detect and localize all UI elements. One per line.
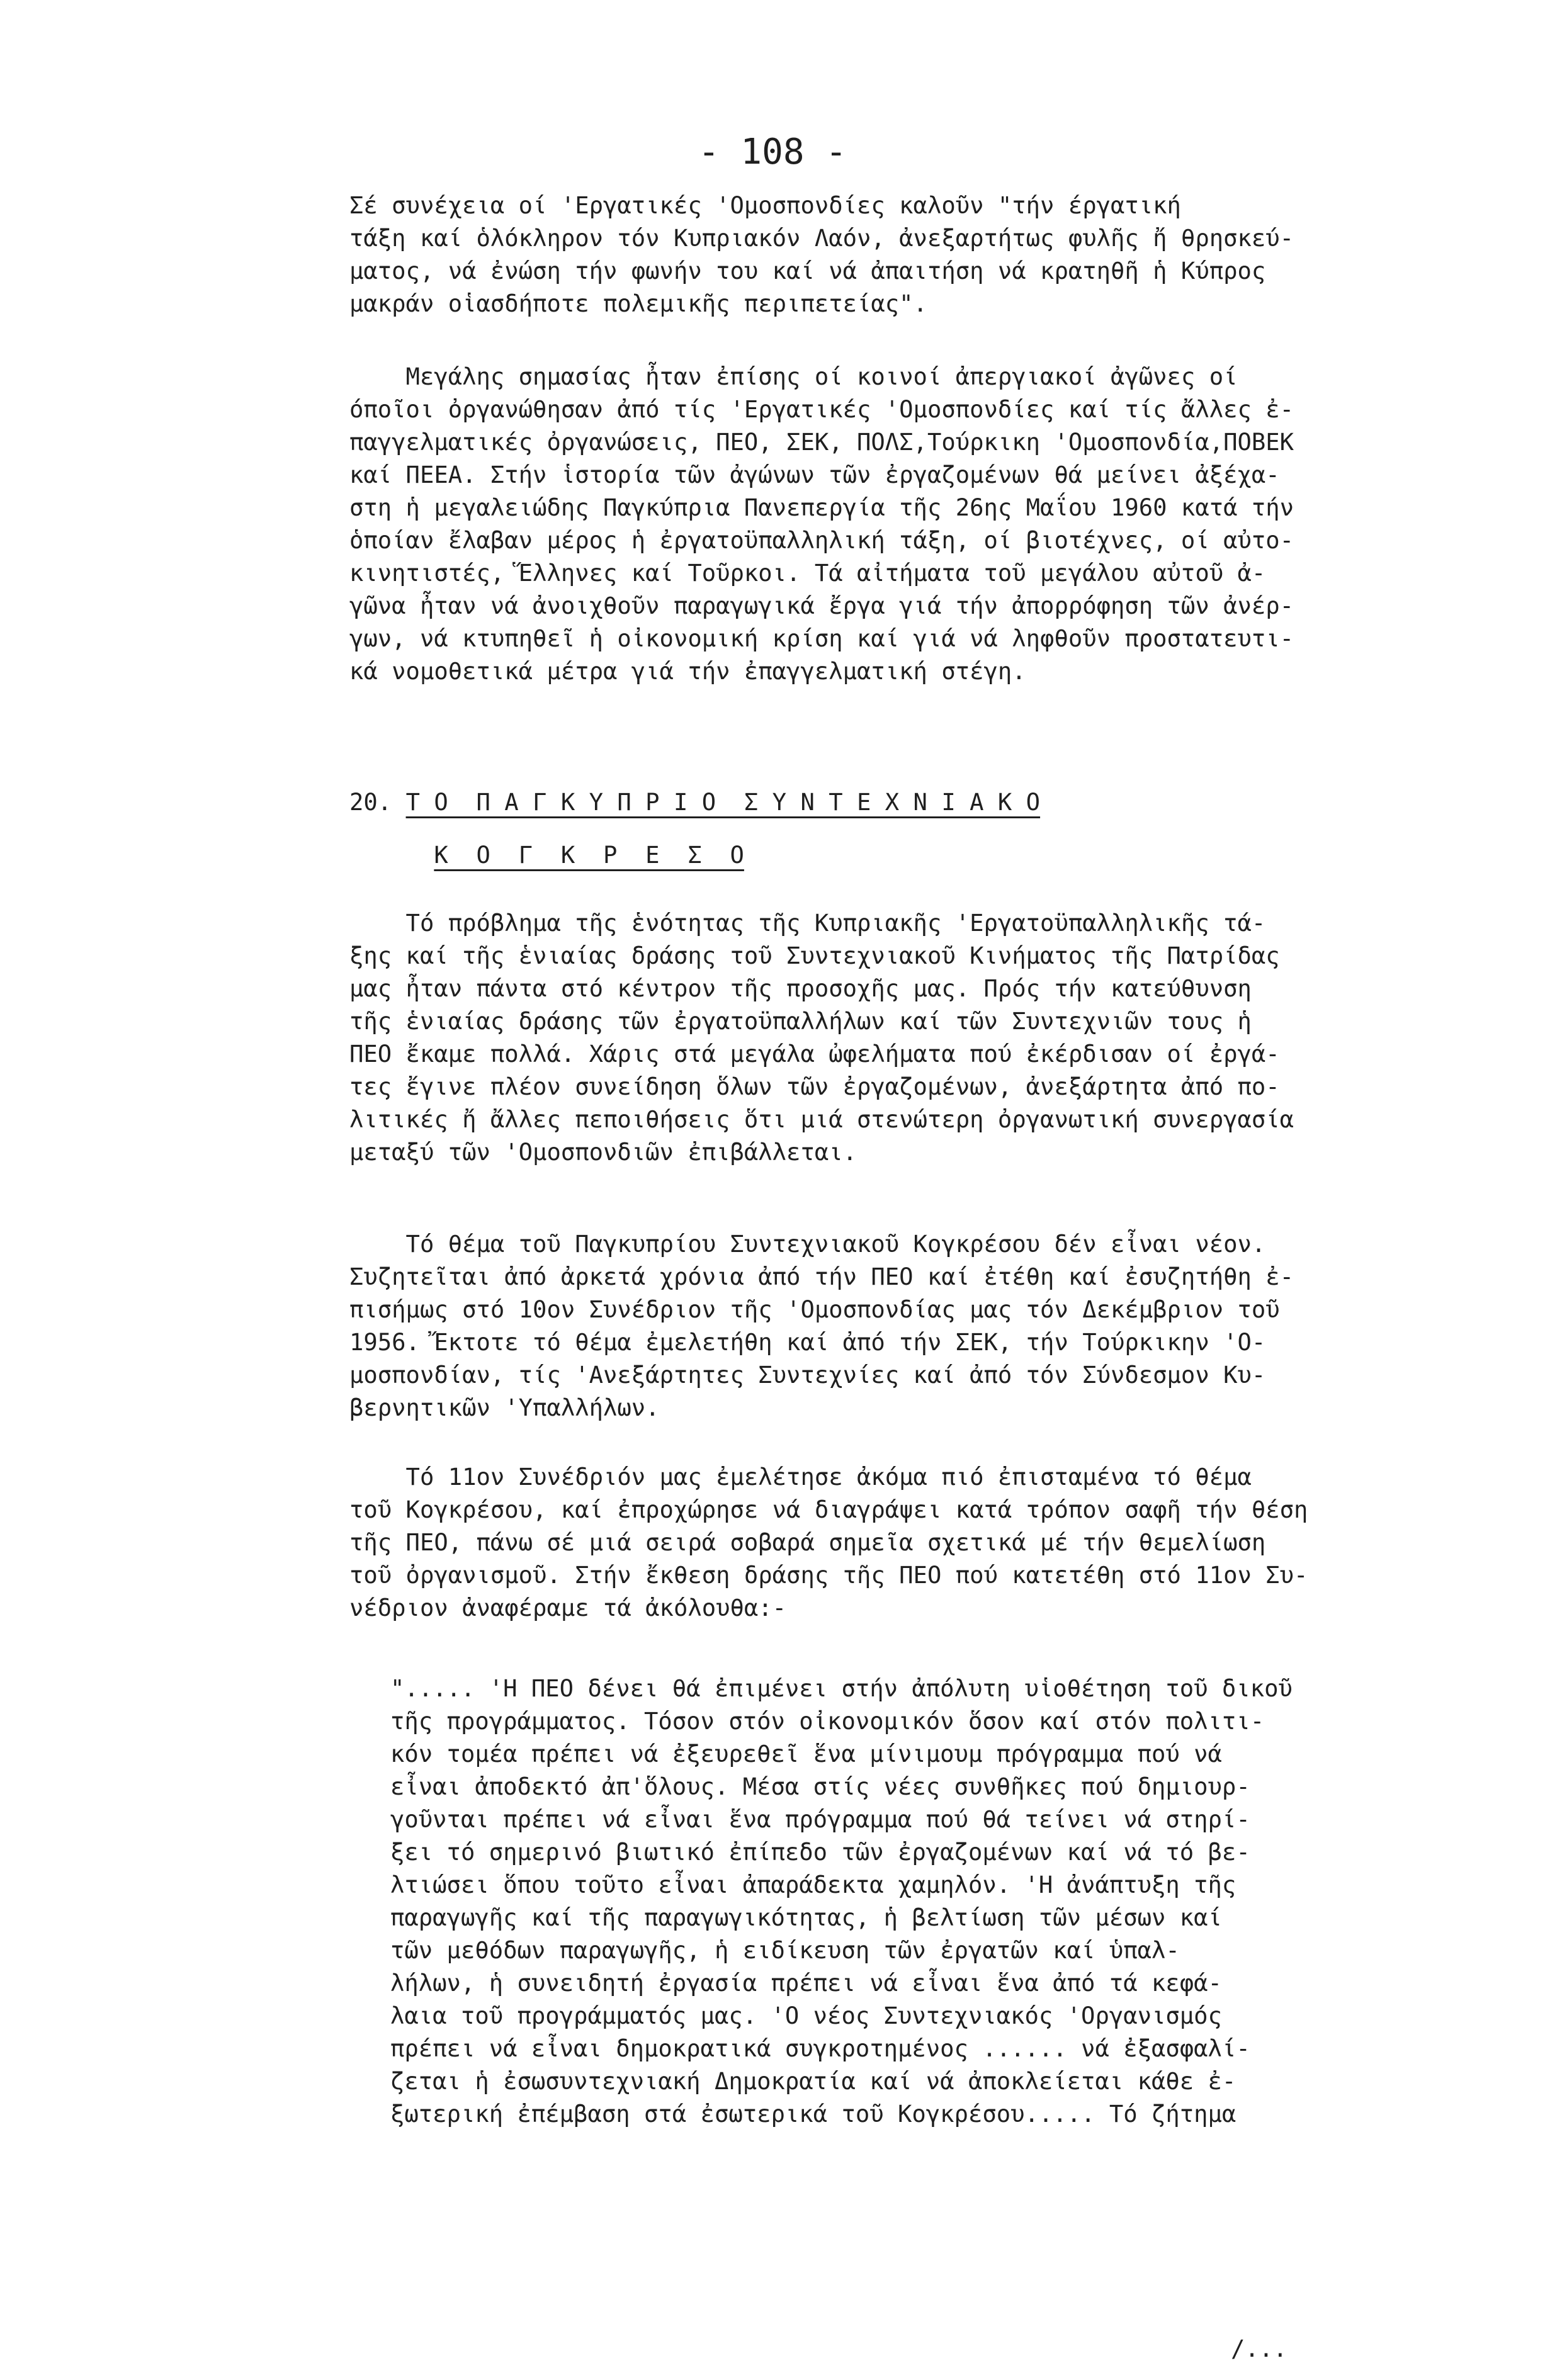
text-line: κά νομοθετικά μέτρα γιά τήν ἐπαγγελματική στέγη. [349, 657, 1026, 685]
text-line: τοῦ Κογκρέσου, καί ἐπροχώρησε νά διαγράψει κατά τρόπον σαφῆ τήν θέση [349, 1496, 1308, 1523]
text-line: Τό πρόβλημα τῆς ἑνότητας τῆς Κυπριακῆς 'Εργατοϋπαλληλικῆς τά- [349, 909, 1266, 937]
text-line: τες ἔγινε πλέον συνείδηση ὅλων τῶν ἐργαζομένων, ἀνεξάρτητα ἀπό πο- [349, 1073, 1280, 1100]
text-line: τῆς ΠΕΟ, πάνω σέ μιά σειρά σοβαρά σημεῖα σχετικά μέ τήν θεμελίωση [349, 1528, 1266, 1556]
section-number: 20. [349, 788, 392, 816]
text-line: γων, νά κτυπηθεῖ ἡ οἰκονομική κρίση καί γιά νά ληφθοῦν προστατευτι- [349, 624, 1294, 652]
text-line: λιτικές ἤ ἄλλες πεποιθήσεις ὅτι μιά στενώτερη ὀργανωτική συνεργασία [349, 1105, 1294, 1133]
text-line: τάξη καί ὁλόκληρον τόν Κυπριακόν Λαόν, ἀνεξαρτήτως φυλῆς ἤ θρησκεύ- [349, 224, 1294, 252]
paragraph-3 [349, 906, 1395, 1168]
quote-line: ξει τό σημερινό βιωτικό ἐπίπεδο τῶν ἐργαζομένων καί νά τό βε- [390, 1838, 1250, 1866]
quote-line: "..... 'Η ΠΕΟ δένει θά ἐπιμένει στήν ἀπόλυτη υἱοθέτηση τοῦ δικοῦ [390, 1674, 1293, 1702]
quote-line: ζεται ἡ ἐσωσυντεχνιακή Δημοκρατία καί νά ἀποκλείεται κάθε ἐ- [390, 2067, 1237, 2095]
text-line: Σέ συνέχεια οί 'Εργατικές 'Ομοσπονδίες καλοῦν "τήν έργατική [349, 191, 1181, 219]
quote-line: γοῦνται πρέπει νά εἶναι ἕνα πρόγραμμα πού θά τείνει νά στηρί- [390, 1805, 1250, 1833]
text-line: μας ἦταν πάντα στό κέντρον τῆς προσοχῆς μας. Πρός τήν κατεύθυνση [349, 974, 1252, 1002]
section-title-line-2: Κ Ο Γ Κ Ρ Ε Σ Ο [434, 841, 744, 869]
page-number: - 108 - [698, 132, 847, 172]
text-line: 1956. Ἔκτοτε τό θέμα ἐμελετήθη καί ἀπό τήν ΣΕΚ, τήν Τούρκικην 'Ο- [349, 1328, 1266, 1356]
text-line: ὁποίαν ἔλαβαν μέρος ἡ ἐργατοϋπαλληλική τάξη, οί βιοτέχνες, οί αὐτο- [349, 526, 1294, 554]
paragraph-5 [349, 1460, 1395, 1624]
text-line: στη ἡ μεγαλειώδης Παγκύπρια Πανεπεργία τῆς 26ης Μαΐου 1960 κατά τήν [349, 493, 1294, 521]
text-line: Τό θέμα τοῦ Παγκυπρίου Συντεχνιακοῦ Κογκρέσου δέν εἶναι νέον. [349, 1230, 1266, 1258]
text-line: τοῦ ὀργανισμοῦ. Στήν ἔκθεση δράσης τῆς ΠΕΟ πού κατετέθη στό 11ον Συ- [349, 1561, 1308, 1589]
text-line: Συζητεῖται ἀπό ἀρκετά χρόνια ἀπό τήν ΠΕΟ καί ἐτέθη καί ἐσυζητήθη ἐ- [349, 1263, 1294, 1290]
section-heading [349, 786, 1395, 818]
text-line: μοσπονδίαν, τίς 'Ανεξάρτητες Συντεχνίες καί ἀπό τόν Σύνδεσμον Κυ- [349, 1361, 1266, 1389]
text-line: μεταξύ τῶν 'Ομοσπονδιῶν ἐπιβάλλεται. [349, 1138, 857, 1166]
text-line: κινητιστές, Ἕλληνες καί Τοῦρκοι. Τά αἰτήματα τοῦ μεγάλου αὐτοῦ ἀ- [349, 559, 1266, 587]
section-title-line-1: Τ Ο Π Α Γ Κ Υ Π Ρ Ι Ο Σ Υ Ν Τ Ε Χ Ν Ι Α Κ Ο [405, 788, 1041, 816]
text-line: ΠΕΟ ἔκαμε πολλά. Χάρις στά μεγάλα ὠφελήματα πού ἐκέρδισαν οί ἐργά- [349, 1040, 1280, 1068]
text-line: Μεγάλης σημασίας ἦταν ἐπίσης οί κοινοί ἀπεργιακοί ἀγῶνες οί [349, 363, 1238, 390]
quote-line: λτιώσει ὅπου τοῦτο εἶναι ἀπαράδεκτα χαμηλόν. 'Η ἀνάπτυξη τῆς [390, 1871, 1237, 1898]
text-line: παγγελματικές ὀργανώσεις, ΠΕΟ, ΣΕΚ, ΠΟΛΣ,Τούρκικη 'Ομοσπονδία,ΠΟΒΕΚ [349, 428, 1294, 456]
text-line: καί ΠΕΕΑ. Στήν ἱστορία τῶν ἀγώνων τῶν ἐργαζομένων θά μείνει ἀξέχα- [349, 461, 1280, 488]
quoted-report-excerpt [390, 1672, 1410, 2130]
quote-line: τῆς προγράμματος. Τόσον στόν οἰκονομικόν ὅσον καί στόν πολιτι- [390, 1707, 1265, 1735]
quote-line: τῶν μεθόδων παραγωγῆς, ἡ ειδίκευση τῶν ἐργατῶν καί ὑπαλ- [390, 1936, 1180, 1964]
quote-line: εἶναι ἀποδεκτό ἀπ'ὅλους. Μέσα στίς νέες συνθῆκες πού δημιουρ- [390, 1773, 1250, 1800]
paragraph-1 [349, 189, 1395, 320]
text-line: βερνητικῶν 'Υπαλλήλων. [349, 1394, 660, 1421]
quote-line: κόν τομέα πρέπει νά ἐξευρεθεῖ ἕνα μίνιμουμ πρόγραμμα πού νά [390, 1740, 1222, 1768]
quote-line: παραγωγῆς καί τῆς παραγωγικότητας, ἡ βελτίωση τῶν μέσων καί [390, 1903, 1222, 1931]
quote-line: πρέπει νά εἶναι δημοκρατικά συγκροτημένος ...... νά ἐξασφαλί- [390, 2034, 1250, 2062]
text-line: πισήμως στό 10ον Συνέδριον τῆς 'Ομοσπονδίας μας τόν Δεκέμβριον τοῦ [349, 1295, 1280, 1323]
paragraph-4 [349, 1227, 1395, 1424]
section-heading-continued [349, 838, 1395, 871]
paragraph-2 [349, 360, 1395, 687]
text-line: Τό 11ον Συνέδριόν μας ἐμελέτησε ἀκόμα πιό ἐπισταμένα τό θέμα [349, 1463, 1252, 1491]
quote-line: ξωτερική ἐπέμβαση στά ἐσωτερικά τοῦ Κογκρέσου..... Τό ζήτημα [390, 2100, 1237, 2128]
text-line: νέδριον ἀναφέραμε τά ἀκόλουθα:- [349, 1594, 787, 1621]
continuation-mark: /... [1231, 2335, 1288, 2362]
quote-line: λήλων, ἡ συνειδητή ἐργασία πρέπει νά εἶναι ἕνα ἀπό τά κεφά- [390, 1969, 1222, 1997]
text-line: όποῖοι ὀργανώθησαν ἀπό τίς 'Εργατικές 'Ομοσπονδίες καί τίς ἄλλες ἐ- [349, 395, 1294, 423]
text-line: γῶνα ἦταν νά ἀνοιχθοῦν παραγωγικά ἔργα γιά τήν ἀπορρόφηση τῶν ἀνέρ- [349, 592, 1294, 619]
quote-line: λαια τοῦ προγράμματός μας. 'Ο νέος Συντεχνιακός 'Οργανισμός [390, 2002, 1222, 2029]
text-line: ξης καί τῆς ἑνιαίας δράσης τοῦ Συντεχνιακοῦ Κινήματος τῆς Πατρίδας [349, 942, 1280, 969]
text-line: ματος, νά ἐνώση τήν φωνήν του καί νά ἀπαιτήση νά κρατηθῆ ἡ Κύπρος [349, 257, 1266, 285]
text-line: τῆς ἑνιαίας δράσης τῶν ἐργατοϋπαλλήλων καί τῶν Συντεχνιῶν τους ἡ [349, 1007, 1252, 1035]
text-line: μακράν οἱασδήποτε πολεμικῆς περιπετείας". [349, 290, 927, 317]
